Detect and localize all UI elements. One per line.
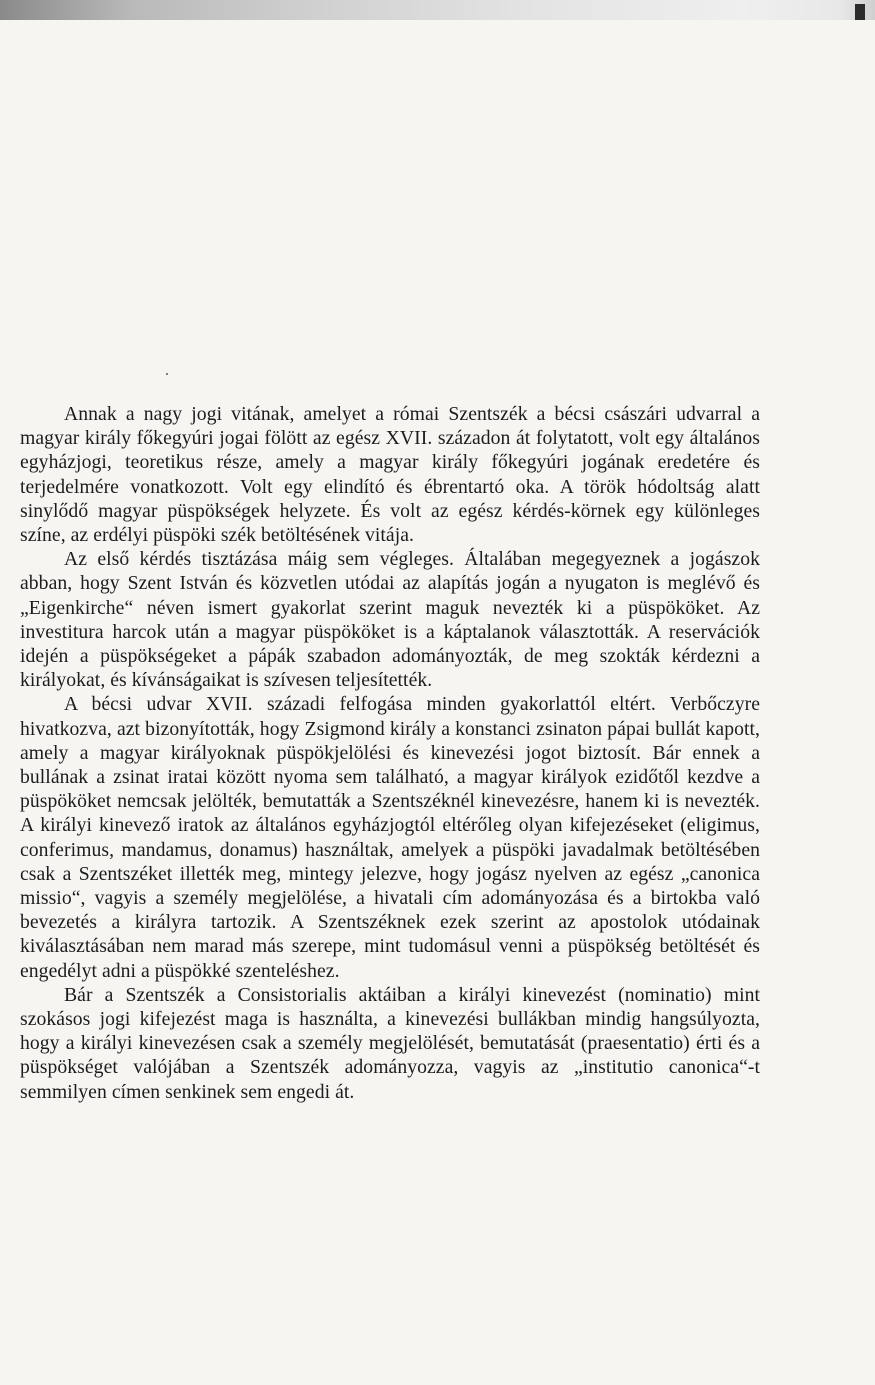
paper-speck — [166, 373, 168, 375]
page-text-body — [20, 402, 760, 1104]
scan-edge-mark — [855, 4, 865, 20]
scan-edge-strip — [0, 0, 875, 20]
paragraph: A bécsi udvar XVII. századi felfogása minden gyakorlattól eltért. Verbőczyre hivatkozva, azt bizonyították, hogy Zsigmond király a konstanci zsinaton pápai bullát kapott, amely a magyar királyoknak püspökjelölési és kinevezési jogot biztosít. Bár ennek a bullának a zsinat iratai között nyoma sem található, a magyar királyok ezidőtől kezdve a püspököket nemcsak jelölték, bemutatták a Szentszéknél kinevezésre, hanem ki is nevezték. A királyi kinevező iratok az általános egyházjogtól eltérőleg olyan kifejezéseket (eligimus, conferimus, mandamus, donamus) használtak, amelyek a püspöki javadalmak betöltésében csak a Szentszéket illették meg, mintegy jelezve, hogy jogász nyelven az egész „canonica missio“, vagyis a személy megjelölése, a hivatali cím adományozása és a birtokba való bevezetés a királyra tartozik. A Szentszéknek ezek szerint az apostolok utódainak kiválasztásában nem marad más szerepe, mint tudomásul venni a püspökség betöltését és engedélyt adni a püspökké szenteléshez. — [20, 693, 760, 982]
paragraph: Bár a Szentszék a Consistorialis aktáiban a királyi kinevezést (nominatio) mint szokásos jogi kifejezést maga is használta, a kinevezési bullákban mindig hangsúlyozta, hogy a királyi kinevezésen csak a személy megjelölését, bemutatását (praesentatio) érti és a püspökséget valójában a Szentszék adományozza, vagyis az „institutio canonica“-t semmilyen címen senkinek sem engedi át. — [20, 983, 760, 1103]
paragraph: Annak a nagy jogi vitának, amelyet a római Szentszék a bécsi császári udvarral a magyar király főkegyúri jogai fölött az egész XVII. századon át folytatott, volt egy általános egyházjogi, teoretikus része, amely a magyar király főkegyúri jogának eredetére és terjedelmére vonatkozott. Volt egy elindító és ébrentartó oka. A török hódoltság alatt sinylődő magyar püspökségek helyzete. És volt az egész kérdés-körnek egy különleges színe, az erdélyi püspöki szék betöltésének vitája. — [20, 403, 760, 547]
paragraph: Az első kérdés tisztázása máig sem végleges. Általában megegyeznek a jogászok abban, hogy Szent István és közvetlen utódai az alapítás jogán a nyugaton is meglévő és „Eigenkirche“ néven ismert gyakorlat szerint maguk nevezték ki a püspököket. Az investitura harcok után a magyar püspököket is a káptalanok választották. A reservációk idején a püspökségeket a pápák szabadon adományozták, de meg szokták kérdezni a királyokat, és kívánságaikat is szívesen teljesítették. — [20, 548, 760, 692]
